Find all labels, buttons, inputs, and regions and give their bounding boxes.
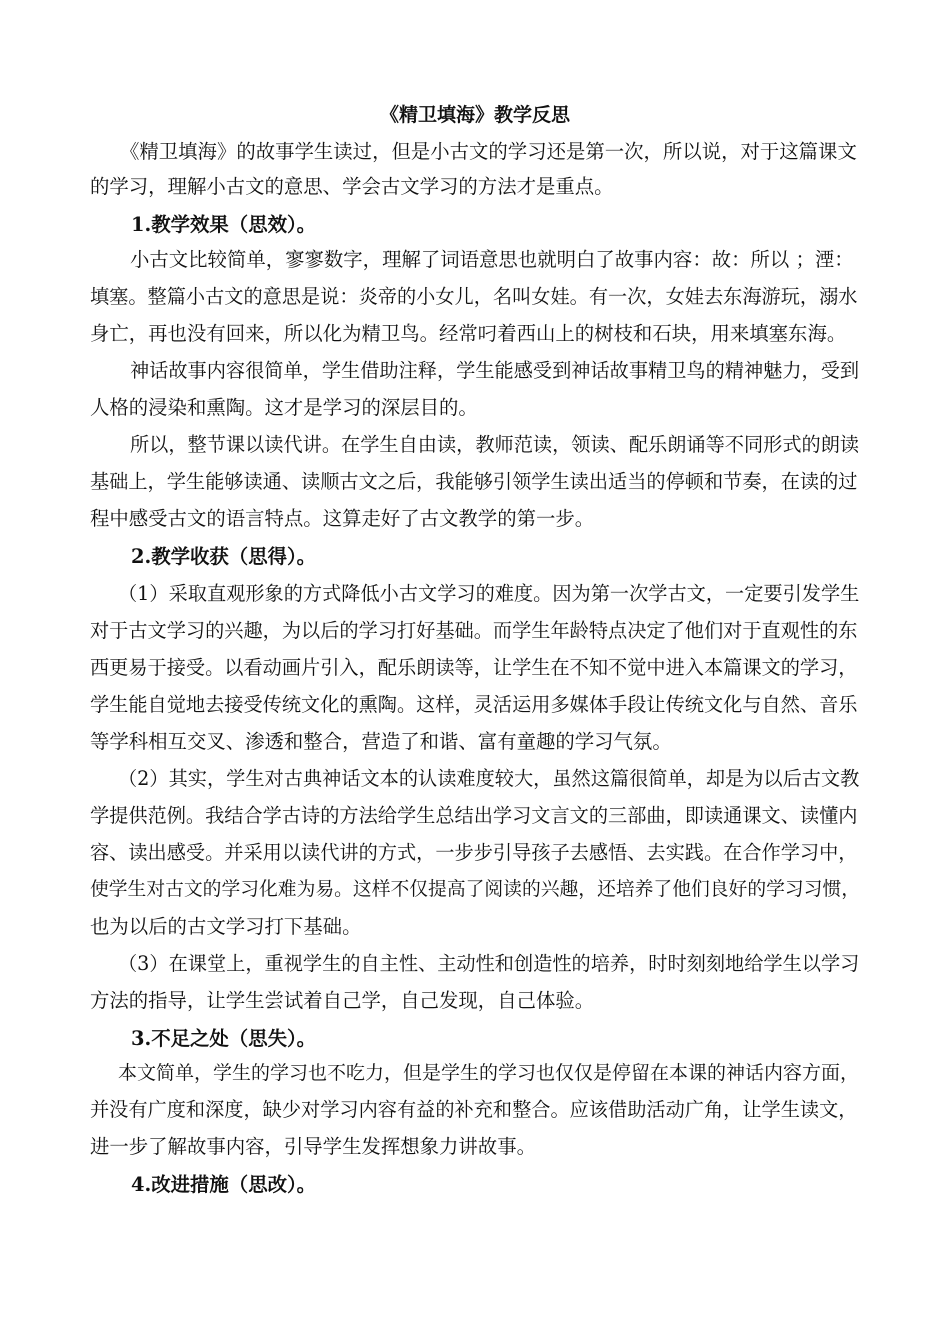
paragraph-line: 西更易于接受。以看动画片引入，配乐朗读等，让学生在不知不觉中进入本篇课文的学习， — [90, 656, 858, 679]
paragraph-line: （3）在课堂上，重视学生的自主性、主动性和创造性的培养，时时刻刻地给学生以学习 — [118, 952, 860, 975]
paragraph-line: 本文简单，学生的学习也不吃力，但是学生的学习也仅仅是停留在本课的神话内容方面， — [118, 1062, 860, 1084]
paragraph-line: （1）采取直观形象的方式降低小古文学习的难度。因为第一次学古文，一定要引发学生 — [118, 582, 860, 605]
paragraph-line: 身亡，再也没有回来，所以化为精卫鸟。经常叼着西山上的树枝和石块，用来填塞东海。 — [90, 322, 847, 345]
paragraph-line: （2）其实，学生对古典神话文本的认读难度较大，虽然这篇很简单，却是为以后古文教 — [118, 767, 860, 790]
paragraph-line: 方法的指导，让学生尝试着自己学，自己发现，自己体验。 — [90, 989, 595, 1012]
paragraph-line: 学生能自觉地去接受传统文化的熏陶。这样，灵活运用多媒体手段让传统文化与自然、音乐 — [90, 693, 858, 716]
paragraph-line: 等学科相互交叉、渗透和整合，营造了和谐、富有童趣的学习气氛。 — [90, 730, 672, 753]
document-title: 《精卫填海》教学反思 — [379, 104, 570, 126]
paragraph-line: 并没有广度和深度，缺少对学习内容有益的补充和整合。应该借助活动广角，让学生读文， — [90, 1098, 858, 1121]
paragraph-line: 所以，整节课以读代讲。在学生自由读，教师范读，领读、配乐朗诵等不同形式的朗读 — [130, 433, 860, 456]
paragraph-line: 填塞。整篇小古文的意思是说：炎帝的小女儿，名叫女娃。有一次，女娃去东海游玩，溺水 — [90, 285, 858, 308]
section-heading: 1.教学效果（思效）。 — [131, 213, 317, 236]
paragraph-line: 的学习，理解小古文的意思、学会古文学习的方法才是重点。 — [90, 175, 614, 198]
paragraph-line: 学提供范例。我结合学古诗的方法给学生总结出学习文言文的三部曲，即读通课文、读懂内 — [90, 804, 858, 827]
paragraph-line: 基础上，学生能够读通、读顺古文之后，我能够引领学生读出适当的停顿和节奏，在读的过 — [90, 470, 858, 493]
paragraph-line: 对于古文学习的兴趣，为以后的学习打好基础。而学生年龄特点决定了他们对于直观性的东 — [90, 619, 858, 642]
paragraph-line: 神话故事内容很简单，学生借助注释，学生能感受到神话故事精卫鸟的精神魅力，受到 — [130, 359, 860, 382]
section-heading: 2.教学收获（思得）。 — [131, 545, 317, 568]
paragraph-line: 进一步了解故事内容，引导学生发挥想象力讲故事。 — [90, 1135, 536, 1158]
paragraph-line: 也为以后的古文学习打下基础。 — [90, 915, 362, 938]
paragraph-line: 程中感受古文的语言特点。这算走好了古文教学的第一步。 — [90, 507, 595, 530]
section-heading: 3.不足之处（思失）。 — [131, 1027, 317, 1050]
paragraph-line: 人格的浸染和熏陶。这才是学习的深层目的。 — [90, 396, 478, 419]
paragraph-line: 小古文比较简单，寥寥数字，理解了词语意思也就明白了故事内容：故：所以 ；湮： — [130, 248, 854, 271]
paragraph-line: 使学生对古文的学习化难为易。这样不仅提高了阅读的兴趣，还培养了他们良好的学习习惯， — [90, 879, 861, 900]
paragraph-line: 容、读出感受。并采用以读代讲的方式，一步步引导孩子去感悟、去实践。在合作学习中， — [90, 841, 858, 864]
section-heading: 4.改进措施（思改）。 — [131, 1173, 317, 1196]
paragraph-line: 《精卫填海》的故事学生读过，但是小古文的学习还是第一次，所以说，对于这篇课文 — [120, 140, 857, 163]
